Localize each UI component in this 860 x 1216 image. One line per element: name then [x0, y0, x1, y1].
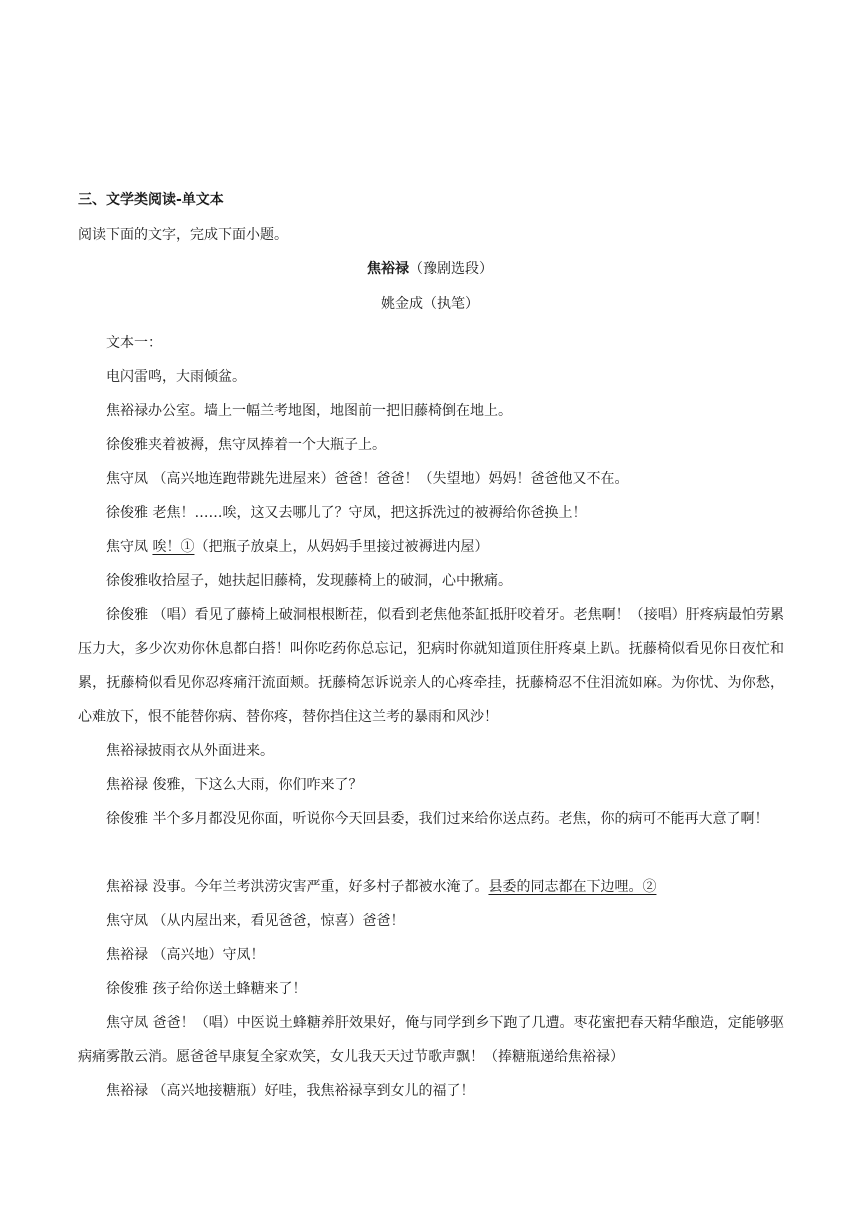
- paragraph-dialogue: 徐俊雅 孩子给你送土蜂糖来了！: [106, 981, 307, 997]
- paragraph-text-one-label: 文本一：: [106, 335, 162, 351]
- reading-instruction: 阅读下面的文字，完成下面小题。: [78, 227, 288, 243]
- paragraph-dialogue: 徐俊雅 半个多月都没见你面，听说你今天回县委，我们过来给你送点药。老焦，你的病可不能再大意了啊！: [106, 811, 769, 827]
- paragraph-aria: 徐俊雅 （唱）看见了藤椅上破洞根根断茬，似看到老焦他茶缸抵肝咬着牙。老焦啊！（接唱）肝疼病最怕劳累压力大，多少次劝你休息都白搭！叫你吃药你总忘记，犯病时你就知道顶住肝疼桌上趴。抚藤椅似看见你日夜忙和累，抚藤椅似看见你忍疼痛汗流面颊。抚藤椅怎诉说亲人的心疼牵挂，抚藤椅忍不住泪流如麻。为你忧、为你愁，心难放下，恨不能替你病、替你疼，替你挡住这兰考的暴雨和风沙！: [78, 607, 784, 725]
- paragraph-dialogue: [78, 870, 784, 904]
- paragraph-stage-direction: 焦裕禄披雨衣从外面进来。: [106, 743, 274, 759]
- paragraph-entrance: 徐俊雅夹着被褥，焦守凤捧着一个大瓶子上。: [106, 437, 386, 453]
- paragraph-scene-setting: 焦裕禄办公室。墙上一幅兰考地图，地图前一把旧藤椅倒在地上。: [106, 403, 512, 419]
- passage-title-main: 焦裕禄: [367, 261, 409, 277]
- underlined-sentence-2: 县委的同志都在下边哩。②: [488, 879, 657, 895]
- paragraph-dialogue: 焦裕禄 俊雅，下这么大雨，你们咋来了？: [106, 777, 363, 793]
- paragraph-dialogue: 焦守凤 （从内屋出来，看见爸爸，惊喜）爸爸！: [106, 913, 405, 929]
- passage-title: [0, 259, 860, 279]
- passage-title-sub: （豫剧选段）: [409, 261, 493, 277]
- underlined-sentence-1: 唉！①: [152, 539, 195, 555]
- paragraph-aria: 焦守凤 爸爸！（唱）中医说土蜂糖养肝效果好，俺与同学到乡下跑了几遭。枣花蜜把春天精华酿造，定能够驱病痛雾散云消。愿爸爸早康复全家欢笑，女儿我天天过节歌声飘！（捧糖瓶递给焦裕禄）: [78, 1015, 784, 1065]
- dialogue-text: 焦裕禄 没事。今年兰考洪涝灾害严重，好多村子都被水淹了。: [106, 879, 489, 895]
- paragraph-stage-direction: 电闪雷鸣，大雨倾盆。: [106, 369, 246, 385]
- dialogue-direction: （把瓶子放桌上，从妈妈手里接过被褥进内屋）: [194, 539, 489, 555]
- paragraph-dialogue: 焦守凤 （高兴地连跑带跳先进屋来）爸爸！爸爸！（失望地）妈妈！爸爸他又不在。: [106, 471, 629, 487]
- paragraph-dialogue: 徐俊雅 老焦！……唉，这又去哪儿了？守凤，把这拆洗过的被褥给你爸换上！: [106, 505, 587, 521]
- passage-byline: 姚金成（执笔）: [381, 296, 479, 312]
- paragraph-dialogue: 焦裕禄 （高兴地接糖瓶）好哇，我焦裕禄享到女儿的福了！: [106, 1083, 475, 1099]
- section-heading: 三、文学类阅读-单文本: [78, 192, 224, 208]
- paragraph-stage-direction: 徐俊雅收拾屋子，她扶起旧藤椅，发现藤椅上的破洞，心中揪痛。: [106, 573, 512, 589]
- dialogue-speaker: 焦守凤: [106, 539, 153, 555]
- paragraph-dialogue: [78, 530, 784, 564]
- paragraph-dialogue: 焦裕禄 （高兴地）守凤！: [106, 947, 265, 963]
